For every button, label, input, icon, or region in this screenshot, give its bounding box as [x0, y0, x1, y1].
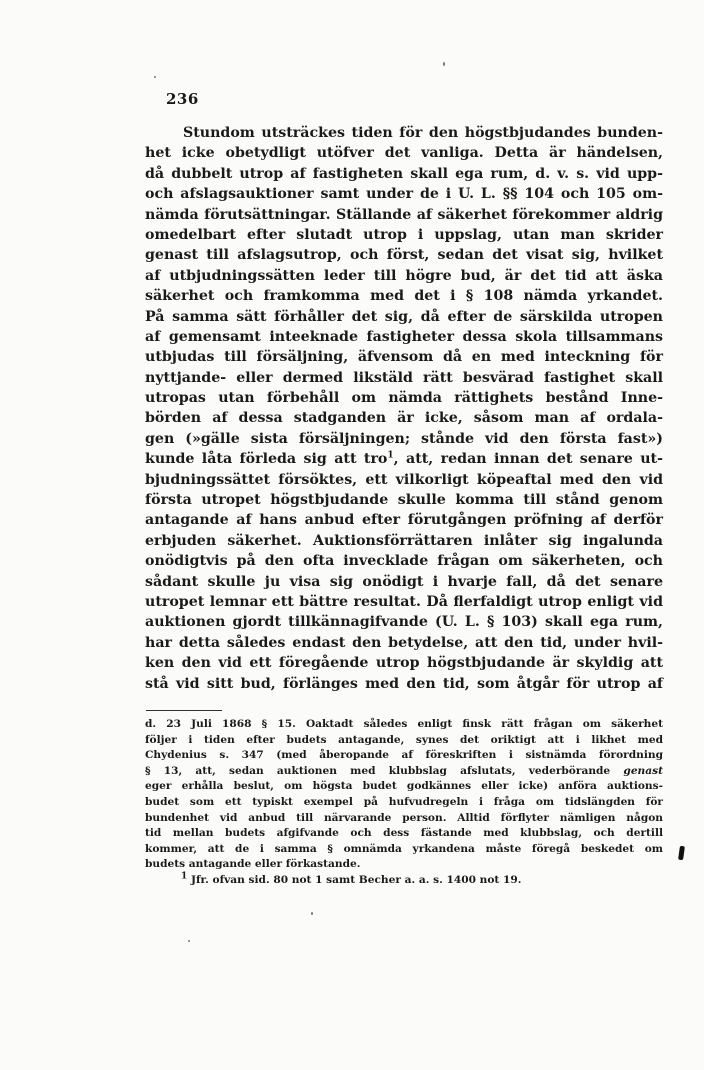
- footnote-line: bundenhet vid anbud till närvarande person. Alltid förflyter nämligen någon: [145, 811, 663, 824]
- text-line: nämda förutsättningar. Ställande af säkerhet förekommer aldrig: [145, 206, 663, 223]
- footnote-text: Jfr. ofvan sid. 80 not 1 samt Becher a. a. s. 1400 not 19.: [190, 873, 522, 886]
- text-line: erbjuden säkerhet. Auktionsförrättaren inlåter sig ingalunda: [145, 532, 663, 549]
- text-line: På samma sätt förhåller det sig, då efter de särskilda utropen: [145, 308, 663, 325]
- footnote-line-with-emphasis: [145, 764, 663, 780]
- footnote-line: d. 23 Juli 1868 § 15. Oaktadt således enligt finsk rätt frågan om säkerhet: [145, 718, 663, 730]
- text-line-with-footnote-ref: [145, 449, 663, 469]
- paper-speck: [443, 62, 445, 66]
- text-line: bjudningssättet försöktes, ett vilkorligt köpeaftal med den vid: [145, 471, 663, 488]
- footnote-fragment: § 13, att, sedan auktionen med klubbslag afslutats, vederbörande: [145, 764, 611, 777]
- text-line: auktionen gjordt tillkännagifvande (U. L. § 103) skall ega rum,: [145, 614, 663, 631]
- text-fragment: , att, redan innan det senare ut-: [393, 451, 663, 468]
- text-line: ken den vid ett föregående utrop högstbjudande är skyldig att: [145, 655, 663, 672]
- footnote-line: tid mellan budets afgifvande och dess fästande med klubbslag, och dertill: [145, 827, 663, 840]
- footnote-line: kommer, att de i samma § omnämda yrkandena måste föregå beskedet om: [145, 842, 663, 855]
- text-line: säkerhet och framkomma med det i § 108 nämda yrkandet.: [145, 288, 663, 305]
- text-line: antagande af hans anbud efter förutgången pröfning af derför: [145, 512, 663, 529]
- main-text: [145, 123, 663, 694]
- footnotes: [145, 717, 663, 889]
- footnote-marker: 1: [181, 871, 188, 882]
- text-line: Stundom utsträckes tiden för den högstbjudandes bunden-: [183, 125, 663, 141]
- text-line: sådant skulle ju visa sig onödigt i hvarje fall, då det senare: [145, 573, 663, 590]
- page-number: 236: [166, 90, 199, 108]
- paper-speck: [311, 912, 313, 915]
- footnote-divider: [146, 710, 222, 711]
- text-line: då dubbelt utrop af fastigheten skall ega rum, d. v. s. vid upp-: [145, 165, 663, 182]
- text-line: onödigtvis på den ofta invecklade frågan om säkerheten, och: [145, 553, 663, 570]
- footnote-line: budets antagande eller förkastande.: [145, 858, 361, 871]
- footnote-line: eger erhålla beslut, om högsta budet godkännes eller icke) anföra auktions-: [145, 780, 663, 793]
- text-line: och afslagsauktioner samt under de i U. L. §§ 104 och 105 om-: [145, 186, 663, 203]
- footnote-line: budet som ett typiskt exempel på hufvudregeln i fråga om tidslängden för: [145, 795, 663, 808]
- emphasized-word: genast: [623, 764, 663, 777]
- text-line: het icke obetydligt utöfver det vanliga. Detta är händelsen,: [145, 145, 663, 162]
- text-fragment: kunde låta förleda sig att tro: [145, 451, 388, 468]
- text-line: nyttjande- eller dermed likstäld rätt besvärad fastighet skall: [145, 369, 663, 386]
- footnote-reference: 1: [387, 450, 394, 461]
- text-line: börden af dessa stadganden är icke, såsom man af ordala-: [145, 410, 663, 427]
- paper-speck: [188, 940, 190, 942]
- text-line: genast till afslagsutrop, och först, sedan det visat sig, hvilket: [145, 247, 663, 264]
- text-line: omedelbart efter slutadt utrop i uppslag, utan man skrider: [145, 226, 663, 243]
- text-line: utbjudas till försäljning, äfvensom då en med inteckning för: [145, 349, 663, 366]
- footnote-line: följer i tiden efter budets antagande, synes det oriktigt att i likhet med: [145, 733, 663, 746]
- ink-blot: [678, 846, 685, 861]
- text-line: har detta således endast den betydelse, att den tid, under hvil-: [145, 634, 663, 651]
- text-line: stå vid sitt bud, förlänges med den tid, som åtgår för utrop af: [145, 675, 663, 692]
- paper-speck: [154, 76, 156, 78]
- text-line: utropas utan förbehåll om nämda rättighets bestånd Inne-: [145, 390, 663, 407]
- footnote-1: [145, 873, 663, 889]
- footnote-line: Chydenius s. 347 (med åberopande af föreskriften i sistnämda förordning: [145, 749, 663, 762]
- text-line: utropet lemnar ett bättre resultat. Då flerfaldigt utrop enligt vid: [145, 593, 663, 610]
- text-line: gen (»gälle sista försäljningen; stånde vid den första fast»): [145, 430, 663, 447]
- text-line: af utbjudningssätten leder till högre bud, är det tid att äska: [145, 267, 663, 284]
- text-line: första utropet högstbjudande skulle komma till stånd genom: [145, 492, 663, 509]
- text-line: af gemensamt inteeknade fastigheter dessa skola tillsammans: [145, 328, 663, 345]
